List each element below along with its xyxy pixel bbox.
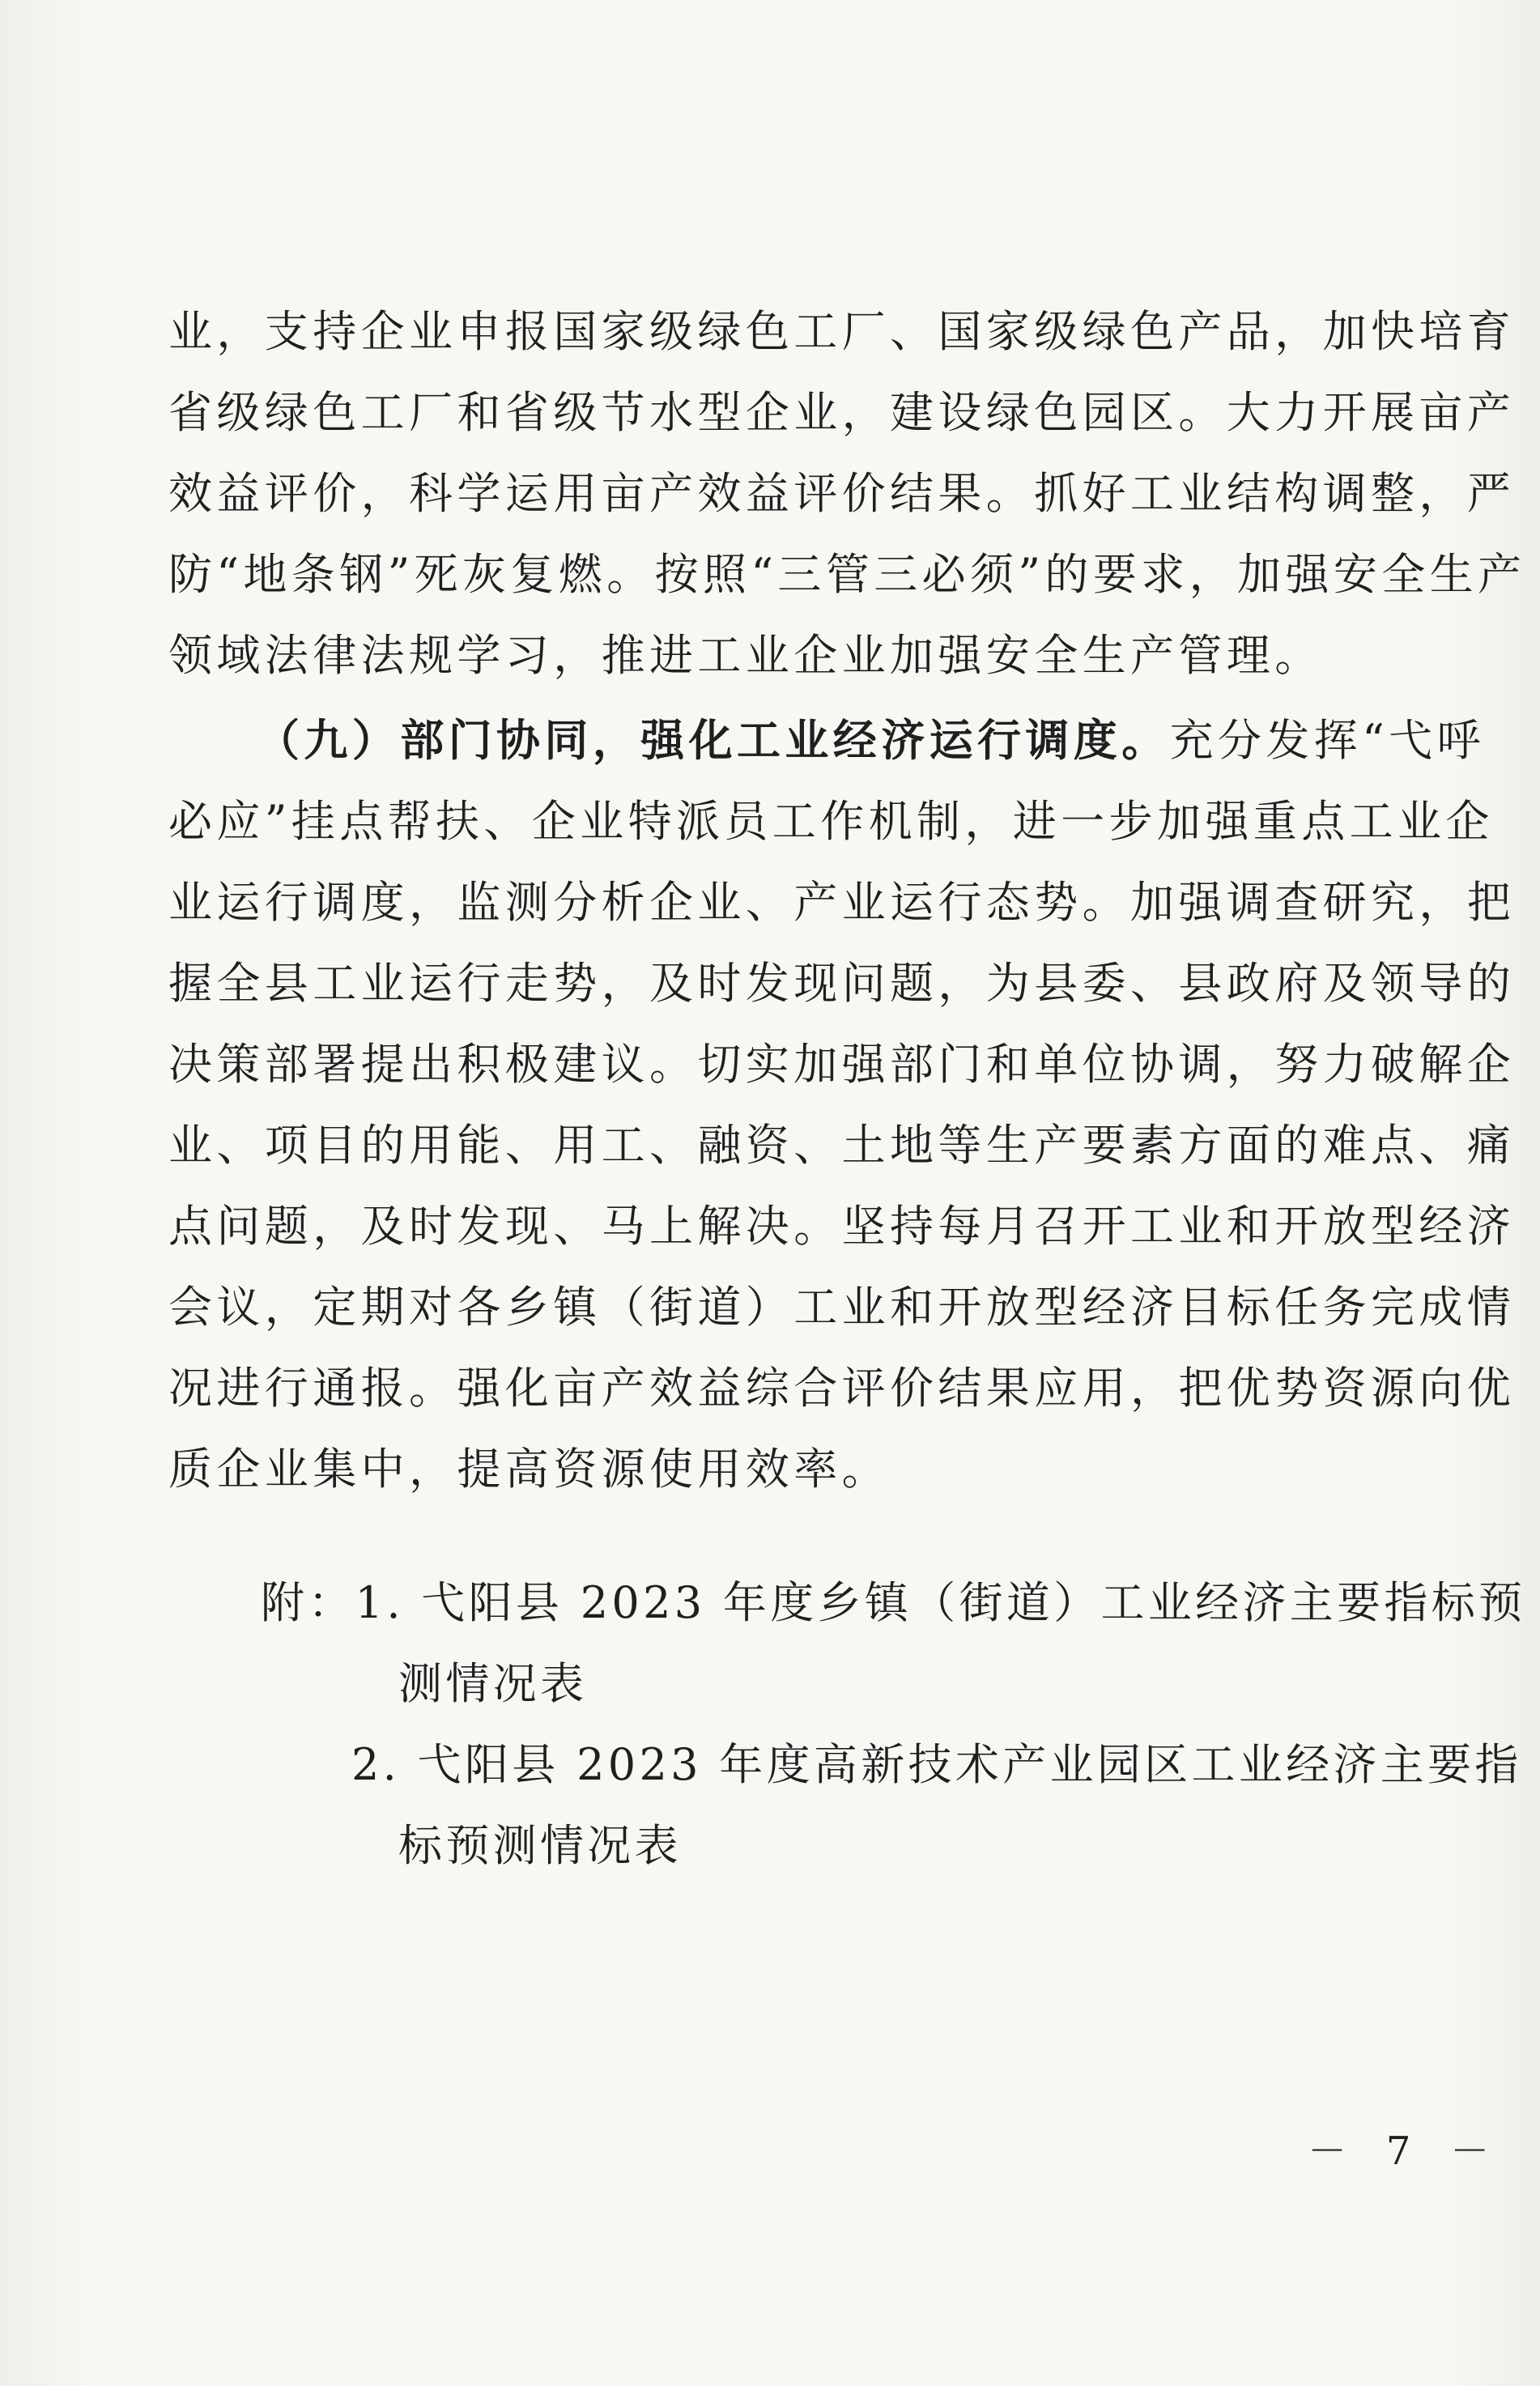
paragraph-line: 领域法律法规学习，推进工业企业加强安全生产管理。	[168, 629, 1323, 681]
paragraph-2	[168, 696, 1516, 1506]
paragraph-line: 点问题，及时发现、马上解决。坚持每月召开工业和开放型经济	[168, 1200, 1516, 1252]
paragraph-line: 况进行通报。强化亩产效益综合评价结果应用，把优势资源向优	[168, 1362, 1516, 1414]
paragraph-line: 省级绿色工厂和省级节水型企业，建设绿色园区。大力开展亩产	[168, 386, 1516, 438]
annex-item-1	[261, 1559, 1526, 1640]
paragraph-1	[168, 287, 1526, 692]
paragraph-line: 决策部署提出积极建议。切实加强部门和单位协调，努力破解企	[168, 1038, 1516, 1090]
paragraph-line: 必应”挂点帮扶、企业特派员工作机制，进一步加强重点工业企	[168, 795, 1494, 847]
paragraph-line: 防“地条钢”死灰复燃。按照“三管三必须”的要求，加强安全生产	[168, 548, 1526, 600]
section-heading: （九）部门协同，强化工业经济运行调度。	[256, 713, 1170, 766]
paragraph-line: 效益评价，科学运用亩产效益评价结果。抓好工业结构调整，严	[168, 467, 1516, 519]
page-number: － 7 －	[1308, 2129, 1504, 2174]
annex-item-2-continuation: 标预测情况表	[398, 1819, 682, 1871]
paragraph-line: 业、项目的用能、用工、融资、土地等生产要素方面的难点、痛	[168, 1119, 1516, 1171]
paragraph-line: 会议，定期对各乡镇（街道）工业和开放型经济目标任务完成情	[168, 1281, 1516, 1333]
paragraph-line: 业，支持企业申报国家级绿色工厂、国家级绿色产品，加快培育	[168, 305, 1516, 357]
paragraph-line: 业运行调度，监测分析企业、产业运行态势。加强调查研究，把	[168, 876, 1516, 928]
annex-item-1-title: 1. 弋阳县 2023 年度乡镇（街道）工业经济主要指标预	[355, 1576, 1526, 1628]
annex-item-1-continuation: 测情况表	[398, 1657, 588, 1709]
annex-item-2: 2. 弋阳县 2023 年度高新技术产业园区工业经济主要指	[351, 1738, 1522, 1790]
heading-continuation: 充分发挥“弋呼	[1169, 714, 1486, 766]
paragraph-line: 握全县工业运行走势，及时发现问题，为县委、县政府及领导的	[168, 957, 1516, 1009]
annex-label: 附：	[261, 1576, 355, 1628]
paragraph-first-line	[168, 696, 1486, 777]
paragraph-line: 质企业集中，提高资源使用效率。	[168, 1443, 890, 1495]
annex-list	[261, 1559, 1526, 1882]
